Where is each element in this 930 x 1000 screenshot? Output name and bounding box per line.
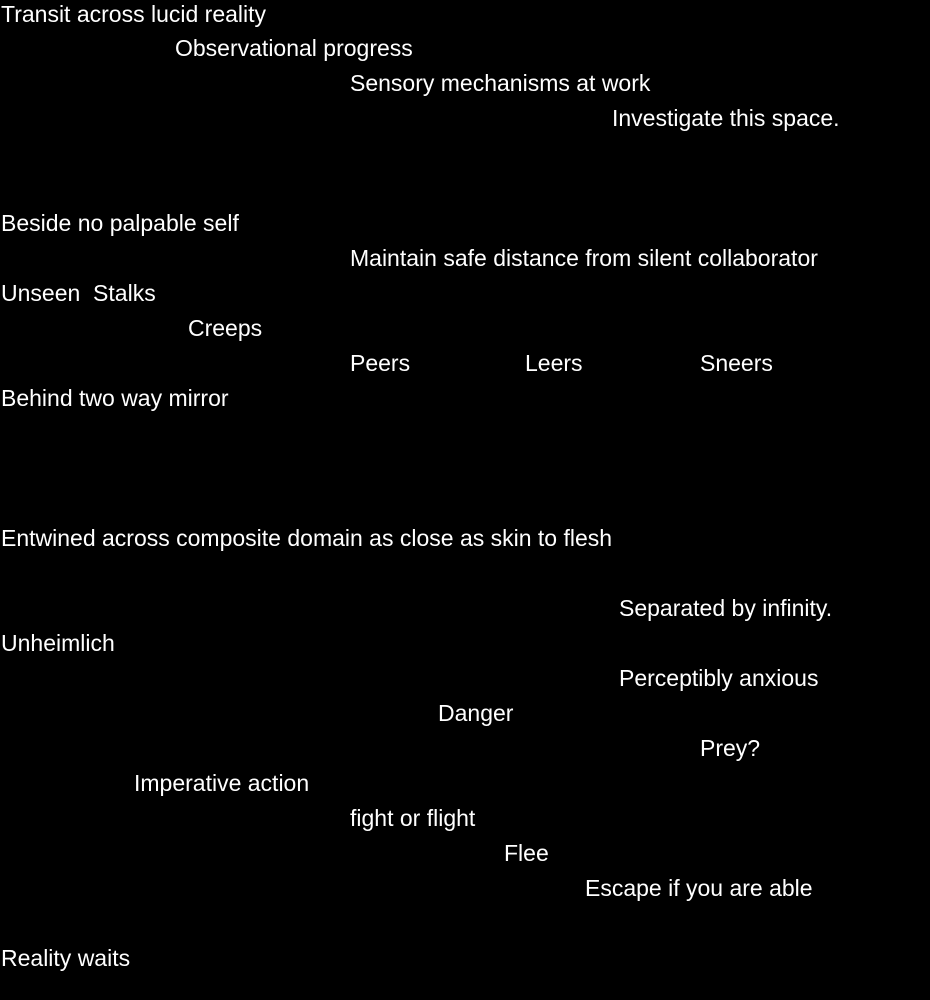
poem-line-unheimlich: Unheimlich: [1, 630, 115, 656]
poem-line-observational: Observational progress: [175, 35, 413, 61]
poem-line-entwined: Entwined across composite domain as close as skin to flesh: [1, 525, 613, 551]
poem-line-transit: Transit across lucid reality: [1, 1, 267, 27]
poem-line-imperative: Imperative action: [134, 770, 310, 796]
poem-line-investigate: Investigate this space.: [612, 105, 840, 131]
poem-line-separated: Separated by infinity.: [619, 595, 833, 621]
poem-line-anxious: Perceptibly anxious: [619, 665, 819, 691]
poem-line-sensory: Sensory mechanisms at work: [350, 70, 651, 96]
poem-word-sneers: Sneers: [700, 350, 773, 376]
poem-line-beside: Beside no palpable self: [1, 210, 239, 236]
poem-line-mirror: Behind two way mirror: [1, 385, 229, 411]
poem-line-fight-or-flight: fight or flight: [350, 805, 476, 831]
poem-line-unseen-stalks: Unseen Stalks: [1, 280, 156, 306]
poem-line-prey: Prey?: [700, 735, 761, 761]
poem-line-escape: Escape if you are able: [585, 875, 813, 901]
poem-word-leers: Leers: [525, 350, 583, 376]
poem-word-peers: Peers: [350, 350, 411, 376]
poem-line-flee: Flee: [504, 840, 549, 866]
poem-line-maintain: Maintain safe distance from silent collaborator: [350, 245, 818, 271]
poem-line-danger: Danger: [438, 700, 514, 726]
poem-line-creeps: Creeps: [188, 315, 263, 341]
poem-line-reality-waits: Reality waits: [1, 945, 131, 971]
